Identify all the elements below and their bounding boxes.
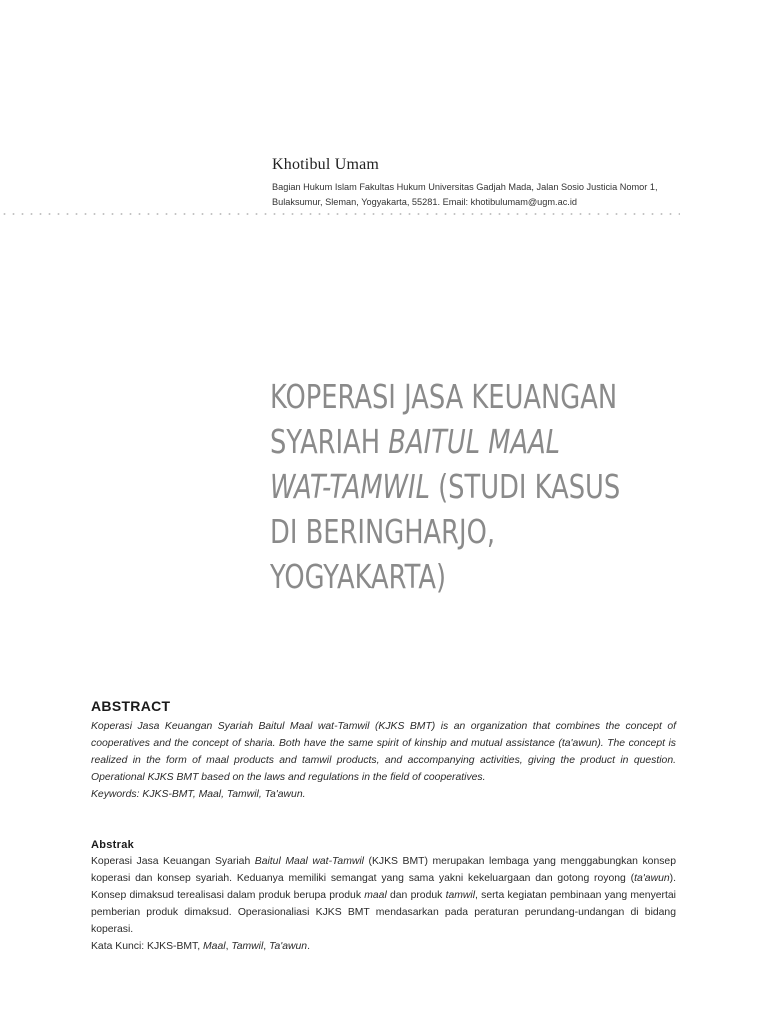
title-line-3-b: (STUDI KASUS <box>429 467 621 506</box>
abstrak-body <box>91 853 676 938</box>
title-line-3-a: WAT-TAMWIL <box>270 467 430 506</box>
title-line-2 <box>270 419 613 464</box>
abstrak-keywords <box>91 938 676 955</box>
abstract-body: Koperasi Jasa Keuangan Syariah Baitul Maal wat-Tamwil (KJKS BMT) is an organization that combines the concept of cooperatives and the concept of sharia. Both have the same spirit of kinship and mutual assistance (ta'awun). The concept is realized in the form of maal products and tamwil products, and accompanying activities, giving the product in question. Operational KJKS BMT based on the laws and regulations in the field of cooperatives. <box>91 721 676 783</box>
abstrak-text-2: (KJKS BMT) merupakan lembaga yang menggabungkan konsep koperasi dan konsep syariah. Keduanya memiliki semangat yang sama yakni kekeluargaan dan gotong royong ( <box>91 856 676 884</box>
abstrak-text-3: ). Konsep dimaksud terealisasi dalam produk berupa produk <box>91 873 676 901</box>
kw-end: . <box>307 941 310 952</box>
title-line-3 <box>270 464 621 509</box>
abstrak-text-1: Koperasi Jasa Keuangan Syariah <box>91 856 255 867</box>
affiliation-line-2: Bulaksumur, Sleman, Yogyakarta, 55281. Email: khotibulumam@ugm.ac.id <box>272 197 578 207</box>
title-line-2-a: SYARIAH <box>270 422 389 461</box>
abstrak-italic-3: maal <box>364 890 387 901</box>
author-block <box>272 156 692 210</box>
dotted-divider <box>0 213 680 215</box>
abstrak-italic-2: ta'awun <box>634 873 670 884</box>
title-line-5: YOGYAKARTA) <box>270 557 446 596</box>
abstrak-text-5: , serta kegiatan pembinaan yang menyertai pemberian produk dimaksud. Operasionaliasi KJKS BMT mendasarkan pada peraturan perundang-undangan di bidang koperasi. <box>91 890 676 935</box>
abstrak-italic-1: Baitul Maal wat-Tamwil <box>254 856 364 867</box>
title-line-1: KOPERASI JASA KEUANGAN <box>270 377 618 416</box>
paper-title <box>270 374 621 599</box>
kw-tamwil: Tamwil <box>231 941 264 952</box>
title-line-4: DI BERINGHARJO, <box>270 512 496 551</box>
author-name: Khotibul Umam <box>272 156 380 173</box>
abstrak-text-4: dan produk <box>386 890 446 901</box>
title-line-2-b: BAITUL MAAL <box>388 422 561 461</box>
kw-sep-1: , <box>225 941 232 952</box>
abstract-indonesian <box>91 839 676 955</box>
kw-taawun: Ta'awun <box>269 941 308 952</box>
abstract-heading: ABSTRACT <box>91 698 171 714</box>
abstract-keywords: Keywords: KJKS-BMT, Maal, Tamwil, Ta'awun. <box>91 789 306 800</box>
abstrak-italic-4: tamwil <box>445 890 476 901</box>
abstract-english <box>91 698 676 803</box>
abstrak-heading: Abstrak <box>91 839 135 851</box>
kw-sep-2: , <box>263 941 270 952</box>
author-affiliation <box>272 180 692 210</box>
affiliation-line-1: Bagian Hukum Islam Fakultas Hukum Universitas Gadjah Mada, Jalan Sosio Justicia Nomor 1, <box>272 182 658 192</box>
kw-maal: Maal <box>203 941 226 952</box>
kw-label: Kata Kunci: KJKS-BMT, <box>91 941 204 952</box>
